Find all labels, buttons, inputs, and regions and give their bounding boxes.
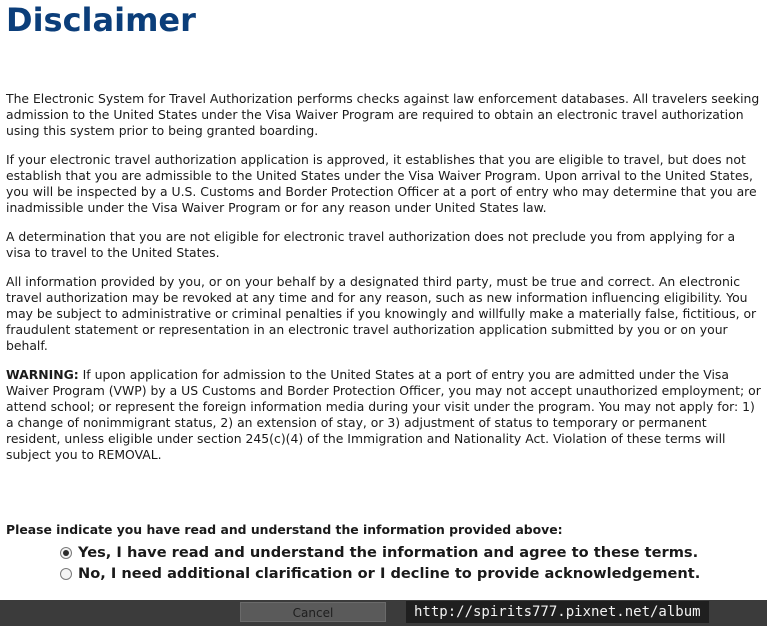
- disclaimer-paragraph-4: All information provided by you, or on your behalf by a designated third party, must be true and correct. An electronic travel authorization may be revoked at any time and for any reason, such as new information influencing eligibility. You may be subject to administrative or criminal penalties if you knowingly and willfully make a materially false, fictitious, or fraudulent statement or representation in an electronic travel authorization application submitted by you or on your behalf.: [6, 274, 757, 353]
- acknowledgement-question: Please indicate you have read and understand the information provided above:: [6, 522, 563, 537]
- option-agree[interactable]: [60, 542, 700, 563]
- radio-agree[interactable]: [60, 547, 72, 559]
- cancel-button[interactable]: Cancel: [240, 602, 386, 622]
- option-decline[interactable]: [60, 563, 700, 584]
- option-agree-label[interactable]: Yes, I have read and understand the information and agree to these terms.: [78, 544, 699, 561]
- radio-decline[interactable]: [60, 568, 72, 580]
- disclaimer-content: [6, 91, 762, 463]
- disclaimer-paragraph-1: The Electronic System for Travel Authorization performs checks against law enforcement databases. All travelers seeking admission to the United States under the Visa Waiver Program are required to obtain an electronic travel authorization using this system prior to being granted boarding.: [6, 91, 760, 138]
- option-decline-label[interactable]: No, I need additional clarification or I decline to provide acknowledgement.: [78, 565, 701, 582]
- warning-label: WARNING:: [6, 367, 79, 382]
- disclaimer-paragraph-3: A determination that you are not eligible for electronic travel authorization does not preclude you from applying for a visa to travel to the United States.: [6, 229, 736, 260]
- acknowledgement-options: [60, 542, 700, 584]
- watermark: http://spirits777.pixnet.net/album: [406, 601, 709, 623]
- disclaimer-paragraph-2: If your electronic travel authorization application is approved, it establishes that you are eligible to travel, but does not establish that you are admissible to the United States under the Visa Waiver Program. Upon arrival to the United States, you will be inspected by a U.S. Customs and Border Protection Officer at a port of entry who may determine that you are inadmissible under the Visa Waiver Program or for any reason under United States law.: [6, 152, 757, 215]
- warning-paragraph: [6, 367, 762, 463]
- page-title: Disclaimer: [6, 1, 196, 39]
- warning-text: If upon application for admission to the United States at a port of entry you are admitted under the Visa Waiver Program (VWP) by a US Customs and Border Protection Officer, you may not accept unauthorized employment; or attend school; or represent the foreign information media during your visit under the program. You may not apply for: 1) a change of nonimmigrant status, 2) an extension of stay, or 3) adjustment of status to temporary or permanent resident, unless eligible under section 245(c)(4) of the Immigration and Nationality Act. Violation of these terms will subject you to REMOVAL.: [6, 367, 761, 462]
